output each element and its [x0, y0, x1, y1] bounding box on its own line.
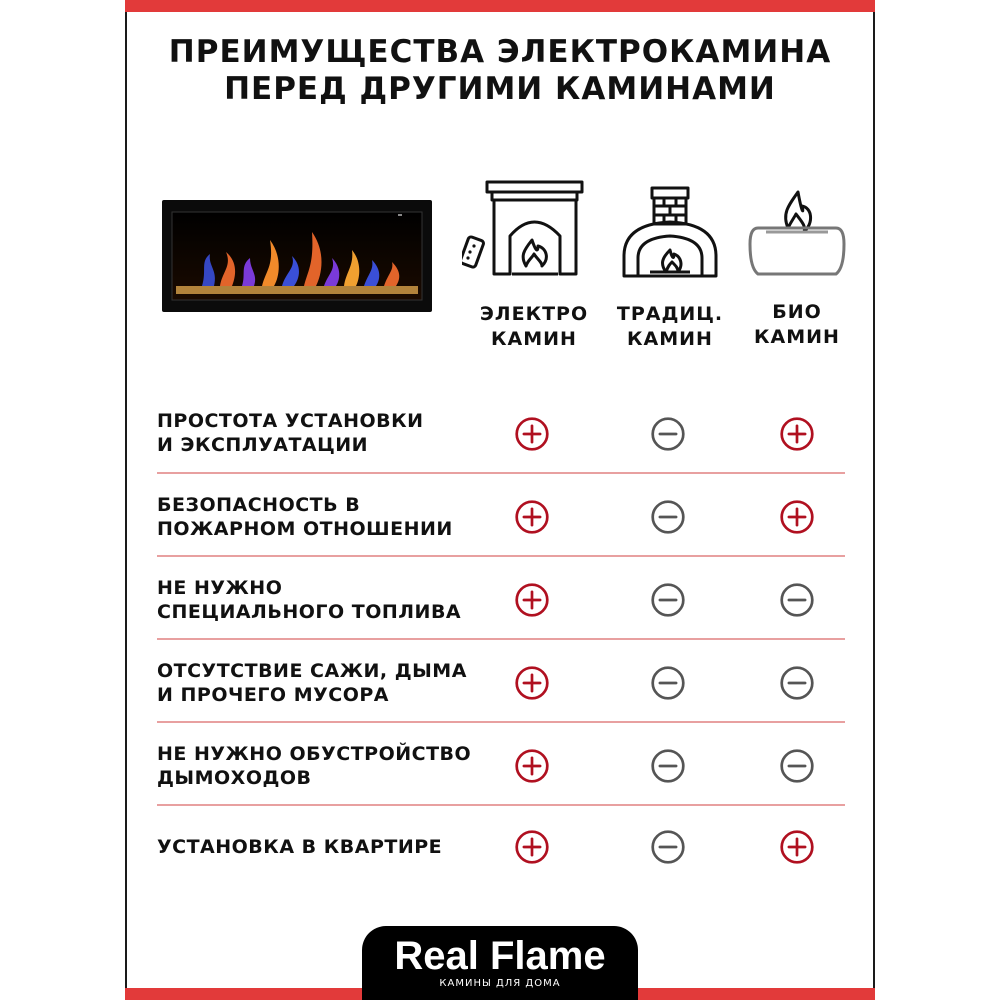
- row-label-line1: НЕ НУЖНО ОБУСТРОЙСТВО: [157, 743, 472, 765]
- row-label-no-chimney: [157, 742, 497, 790]
- row-label-line2: ДЫМОХОДОВ: [157, 767, 312, 789]
- top-accent-bar: [125, 0, 875, 12]
- row-label-line2: И ЭКСПЛУАТАЦИИ: [157, 434, 369, 456]
- plus-icon: [514, 416, 550, 452]
- row-label-line2: И ПРОЧЕГО МУСОРА: [157, 684, 389, 706]
- row-label-line1: НЕ НУЖНО: [157, 577, 283, 599]
- row-label-installation: [157, 409, 497, 457]
- minus-icon: [779, 665, 815, 701]
- column-label-electric: [464, 302, 604, 352]
- plus-icon: [514, 665, 550, 701]
- row-label-line1: ПРОСТОТА УСТАНОВКИ: [157, 410, 424, 432]
- column-label-electric-line1: ЭЛЕКТРО: [479, 303, 589, 325]
- page-title: [125, 34, 875, 108]
- brand-name: Real Flame: [394, 934, 606, 978]
- row-label-apartment: [157, 835, 497, 859]
- plus-icon: [779, 499, 815, 535]
- minus-icon: [779, 748, 815, 784]
- column-label-bio-line1: БИО: [772, 301, 822, 323]
- traditional-fireplace-icon: [620, 186, 720, 278]
- electric-fireplace-icon: [462, 180, 587, 280]
- row-label-no-fuel: [157, 576, 497, 624]
- minus-icon: [650, 499, 686, 535]
- column-label-bio: [727, 300, 867, 350]
- row-label-no-soot: [157, 659, 497, 707]
- plus-icon: [514, 748, 550, 784]
- column-label-traditional-line2: КАМИН: [627, 328, 713, 350]
- plus-icon: [514, 582, 550, 618]
- minus-icon: [650, 582, 686, 618]
- row-divider: [157, 472, 845, 474]
- plus-icon: [779, 829, 815, 865]
- column-label-traditional-line1: ТРАДИЦ.: [616, 303, 724, 325]
- minus-icon: [779, 582, 815, 618]
- row-label-fire-safety: [157, 493, 497, 541]
- plus-icon: [779, 416, 815, 452]
- minus-icon: [650, 665, 686, 701]
- plus-icon: [514, 499, 550, 535]
- bio-fireplace-icon: [748, 188, 846, 278]
- brand-tagline: КАМИНЫ ДЛЯ ДОМА: [439, 978, 561, 989]
- row-divider: [157, 721, 845, 723]
- minus-icon: [650, 416, 686, 452]
- brand-logo: [362, 926, 638, 1000]
- column-label-bio-line2: КАМИН: [754, 326, 840, 348]
- electric-fireplace-photo: [162, 200, 432, 312]
- title-line-1: ПРЕИМУЩЕСТВА ЭЛЕКТРОКАМИНА: [168, 34, 832, 70]
- row-label-line1: УСТАНОВКА В КВАРТИРЕ: [157, 836, 443, 858]
- row-divider: [157, 555, 845, 557]
- column-label-traditional: [600, 302, 740, 352]
- row-label-line2: СПЕЦИАЛЬНОГО ТОПЛИВА: [157, 601, 462, 623]
- row-divider: [157, 638, 845, 640]
- row-label-line2: ПОЖАРНОМ ОТНОШЕНИИ: [157, 518, 453, 540]
- title-line-2: ПЕРЕД ДРУГИМИ КАМИНАМИ: [224, 71, 776, 107]
- row-label-line1: БЕЗОПАСНОСТЬ В: [157, 494, 361, 516]
- column-label-electric-line2: КАМИН: [491, 328, 577, 350]
- minus-icon: [650, 829, 686, 865]
- row-label-line1: ОТСУТСТВИЕ САЖИ, ДЫМА: [157, 660, 467, 682]
- minus-icon: [650, 748, 686, 784]
- row-divider: [157, 804, 845, 806]
- plus-icon: [514, 829, 550, 865]
